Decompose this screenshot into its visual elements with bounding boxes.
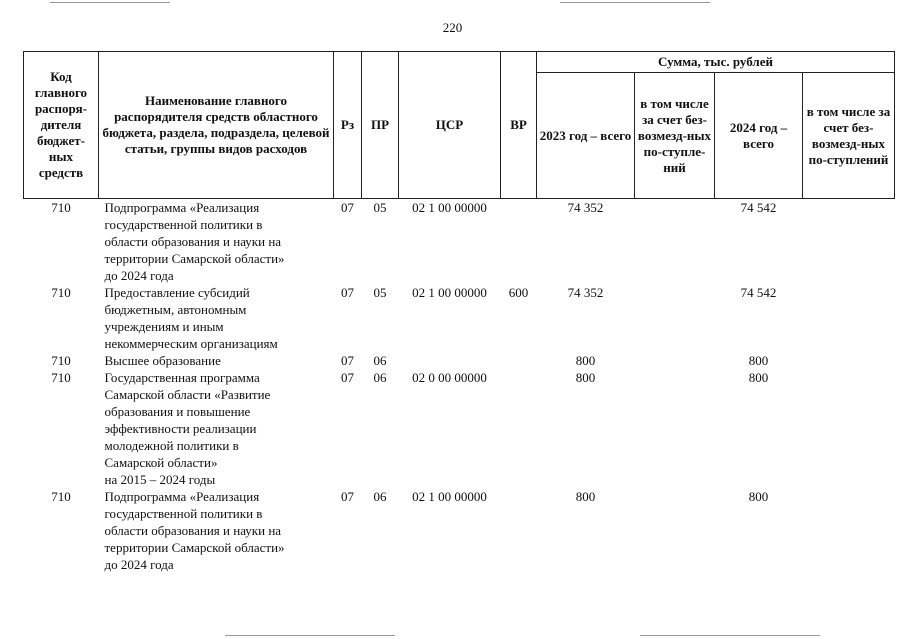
cell-pr: 06 [373, 353, 387, 368]
cell-pr: 06 [373, 489, 387, 504]
name-line: Предоставление субсидий [104, 285, 250, 300]
cell-csr [399, 352, 501, 369]
name-line: некоммерческим организациям [104, 336, 278, 351]
name-line: Подпрограмма «Реализация [104, 489, 260, 504]
name-line: Самарской области «Развитие [104, 387, 271, 402]
cell-vr [501, 488, 537, 573]
budget-table [23, 51, 895, 573]
cell-rz: 07 [341, 200, 354, 215]
name-line: территории Самарской области» [104, 251, 285, 266]
scan-artifact-bottom-right [640, 635, 820, 636]
cell-rz: 07 [341, 285, 354, 300]
header-rz: Рз [334, 52, 362, 199]
name-line: государственной политики в [104, 217, 263, 232]
cell-vr [501, 369, 537, 488]
name-line: до 2024 года [104, 268, 174, 283]
header-pr: ПР [362, 52, 399, 199]
header-csr: ЦСР [399, 52, 501, 199]
cell-2023-total: 800 [575, 489, 596, 504]
cell-csr: 02 1 00 00000 [412, 489, 487, 504]
header-2023-total: 2023 год – всего [537, 73, 635, 199]
header-2024-free: в том числе за счет без-возмезд-ных по-ступлений [803, 73, 895, 199]
cell-2023-total: 800 [575, 370, 596, 385]
table-body [24, 199, 895, 574]
cell-name [99, 488, 334, 573]
cell-2023-total: 74 352 [567, 200, 604, 215]
header-sum-group: Сумма, тыс. рублей [537, 52, 895, 73]
cell-name [99, 352, 334, 369]
cell-code: 710 [51, 353, 71, 368]
name-line: молодежной политики в [104, 438, 239, 453]
cell-name [99, 199, 334, 285]
name-line: до 2024 года [104, 557, 174, 572]
cell-vr [501, 352, 537, 369]
table-row [24, 352, 895, 369]
name-line: учреждениям и иным [104, 319, 224, 334]
name-line: Государственная программа [104, 370, 260, 385]
name-line: эффективности реализации [104, 421, 257, 436]
table-row [24, 199, 895, 285]
cell-2024-free [803, 199, 895, 285]
cell-2023-total: 800 [575, 353, 596, 368]
cell-2024-free [803, 352, 895, 369]
cell-2024-free [803, 369, 895, 488]
cell-rz: 07 [341, 353, 354, 368]
header-2023-free: в том числе за счет без-возмезд-ных по-ступле-ний [635, 73, 715, 199]
cell-2024-total: 74 542 [740, 200, 777, 215]
cell-2024-total: 800 [748, 370, 769, 385]
scan-artifact-top-right [560, 2, 710, 3]
name-line: на 2015 – 2024 годы [104, 472, 216, 487]
cell-pr: 05 [373, 285, 387, 300]
header-name: Наименование главного распорядителя средств областного бюджета, раздела, подраздела, целевой статьи, группы видов расходов [99, 52, 334, 199]
name-line: территории Самарской области» [104, 540, 285, 555]
header-code: Код главного распоря-дителя бюджет-ных средств [24, 52, 99, 199]
table-row [24, 369, 895, 488]
name-line: государственной политики в [104, 506, 263, 521]
cell-2023-free [635, 284, 715, 352]
header-row-1 [24, 52, 895, 73]
name-line: области образования и науки на [104, 523, 282, 538]
name-line: Самарской области» [104, 455, 218, 470]
header-vr: ВР [501, 52, 537, 199]
header-2024-total: 2024 год – всего [715, 73, 803, 199]
name-line: области образования и науки на [104, 234, 282, 249]
table-row [24, 488, 895, 573]
cell-2023-free [635, 488, 715, 573]
scan-artifact-top-left [50, 2, 170, 3]
page-number: 220 [442, 20, 463, 35]
name-line: образования и повышение [104, 404, 251, 419]
cell-csr: 02 1 00 00000 [412, 285, 487, 300]
cell-2023-total: 74 352 [567, 285, 604, 300]
cell-rz: 07 [341, 489, 354, 504]
cell-vr [501, 199, 537, 285]
table-row [24, 284, 895, 352]
cell-2024-total: 800 [748, 353, 769, 368]
cell-2023-free [635, 369, 715, 488]
cell-name [99, 284, 334, 352]
cell-code: 710 [51, 200, 71, 215]
cell-2023-free [635, 352, 715, 369]
cell-code: 710 [51, 285, 71, 300]
cell-csr: 02 0 00 00000 [412, 370, 487, 385]
cell-2023-free [635, 199, 715, 285]
cell-pr: 06 [373, 370, 387, 385]
cell-2024-free [803, 488, 895, 573]
name-line: Подпрограмма «Реализация [104, 200, 260, 215]
cell-vr: 600 [508, 285, 529, 300]
cell-code: 710 [51, 370, 71, 385]
cell-pr: 05 [373, 200, 387, 215]
cell-rz: 07 [341, 370, 354, 385]
cell-2024-free [803, 284, 895, 352]
cell-name [99, 369, 334, 488]
name-line: бюджетным, автономным [104, 302, 247, 317]
cell-csr: 02 1 00 00000 [412, 200, 487, 215]
name-line: Высшее образование [104, 353, 221, 368]
cell-code: 710 [51, 489, 71, 504]
scan-artifact-bottom-left [225, 635, 395, 636]
cell-2024-total: 74 542 [740, 285, 777, 300]
cell-2024-total: 800 [748, 489, 769, 504]
